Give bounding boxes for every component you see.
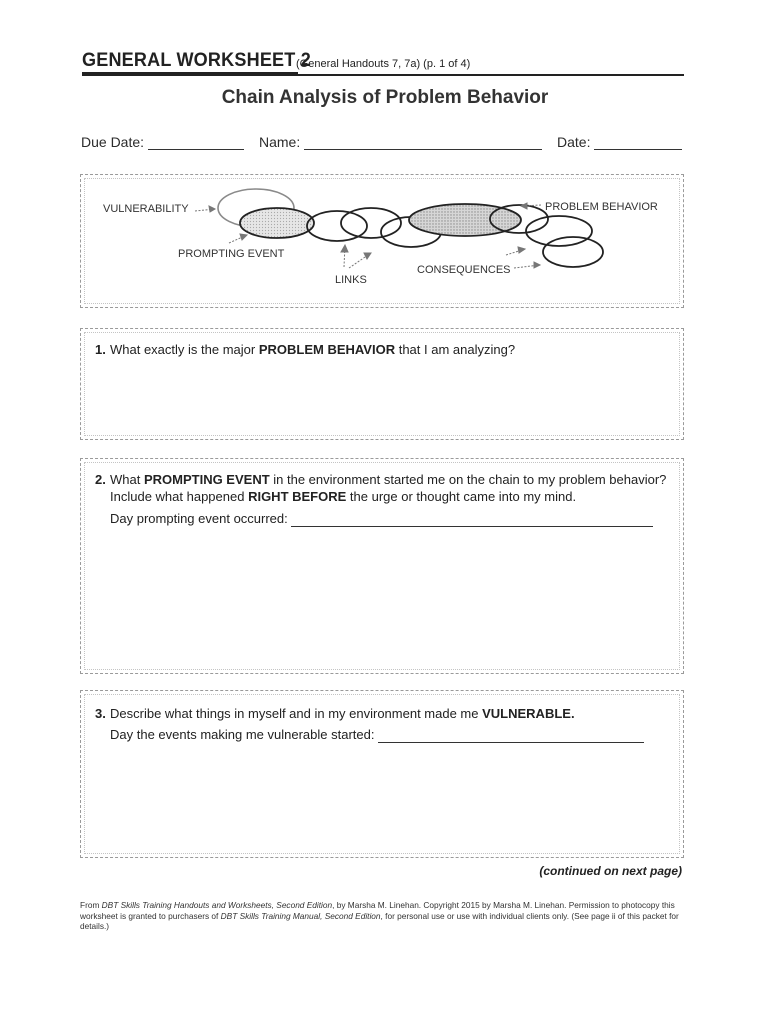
day-vulnerable-field[interactable] (95, 726, 667, 743)
consequence-oval (543, 237, 603, 267)
link-oval (341, 208, 401, 238)
question-emphasis: PROMPTING EVENT (143, 472, 270, 487)
question-text: that I am analyzing? (395, 342, 516, 357)
question-text: in the environment started me on the chain to my problem behavior? Include what happened (110, 472, 667, 504)
date-field[interactable] (557, 134, 682, 150)
name-line[interactable] (304, 135, 542, 150)
question-1-box[interactable] (80, 328, 684, 440)
due-date-label: Due Date: (81, 134, 145, 150)
prompting-event-oval (240, 208, 314, 238)
question-text: Describe what things in myself and in my environment made me (110, 706, 483, 721)
chain-diagram-box (80, 174, 684, 308)
worksheet-header (82, 50, 684, 76)
consequence-arrow-icon (534, 262, 540, 268)
header-underline (82, 72, 298, 75)
worksheet-label: GENERAL WORKSHEET 2 (82, 50, 311, 71)
day-vulnerable-line[interactable] (378, 730, 644, 743)
question-number: 3. (95, 706, 106, 721)
question-text: What exactly is the major (110, 342, 259, 357)
question-3 (95, 705, 667, 743)
question-1 (95, 341, 667, 358)
prompting-event-label: PROMPTING EVENT (178, 248, 285, 260)
question-number: 1. (95, 342, 106, 357)
question-number: 2. (95, 472, 106, 487)
day-prompting-event-line[interactable] (291, 514, 653, 527)
continued-note: (continued on next page) (539, 864, 682, 878)
footer-book-title: DBT Skills Training Handouts and Worksheets, Second Edition (101, 900, 333, 910)
footer-book-title: DBT Skills Training Manual, Second Edition (220, 910, 381, 921)
day-vulnerable-label: Day the events making me vulnerable started: (110, 727, 375, 742)
footer-text: , for personal use or use with individual clients only. (See page ii of this packet for details.) (80, 910, 679, 931)
question-2 (95, 471, 667, 527)
links-arrow-icon (341, 245, 348, 252)
copyright-footer (80, 900, 684, 932)
chain-diagram (81, 175, 683, 307)
date-label: Date: (557, 134, 591, 150)
question-text: What (110, 472, 144, 487)
links-label: LINKS (335, 274, 367, 286)
due-date-field[interactable] (81, 134, 244, 150)
problem-behavior-label: PROBLEM BEHAVIOR (545, 201, 658, 213)
day-prompting-event-field[interactable] (95, 510, 667, 527)
footer-text: From (80, 900, 102, 910)
question-text: the urge or thought came into my mind. (346, 489, 577, 504)
question-emphasis: PROBLEM BEHAVIOR (258, 342, 396, 357)
consequence-arrow-icon (518, 247, 525, 253)
page-title: Chain Analysis of Problem Behavior (221, 87, 549, 108)
problem-arrow-icon (521, 203, 527, 209)
name-label: Name: (259, 134, 301, 150)
date-line[interactable] (594, 135, 682, 150)
consequences-label: CONSEQUENCES (417, 264, 511, 276)
links-arrow-icon (364, 253, 371, 259)
question-3-box[interactable] (80, 690, 684, 858)
due-date-line[interactable] (148, 135, 244, 150)
vulnerability-arrow-icon (209, 206, 215, 212)
handout-reference: (General Handouts 7, 7a) (p. 1 of 4) (296, 58, 471, 70)
footer-text: , by Marsha M. Linehan. Copyright 2015 by Marsha M. Linehan. Permission to photocopy this worksheet is granted to purchasers of (80, 900, 675, 921)
name-field[interactable] (259, 134, 542, 150)
question-emphasis: VULNERABLE. (482, 706, 575, 721)
vulnerability-label: VULNERABILITY (103, 203, 189, 215)
prompting-arrow-icon (240, 234, 247, 240)
question-2-box[interactable] (80, 458, 684, 674)
day-prompting-event-label: Day prompting event occurred: (110, 511, 288, 526)
question-emphasis: RIGHT BEFORE (248, 489, 347, 504)
